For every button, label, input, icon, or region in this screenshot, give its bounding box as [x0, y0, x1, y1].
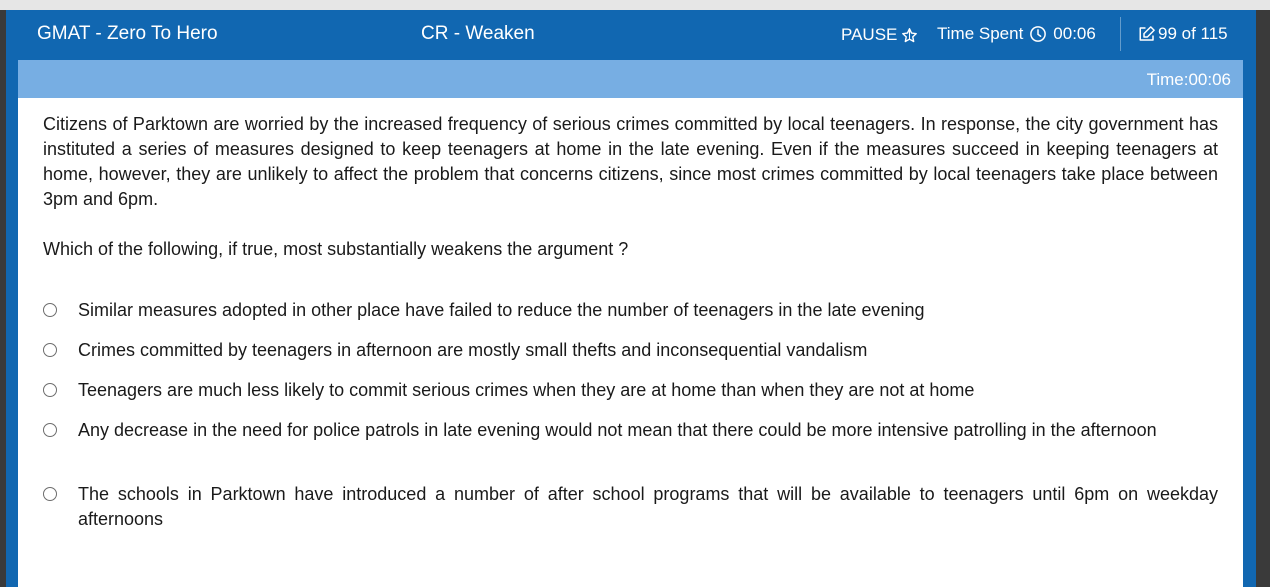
radio-button[interactable]	[43, 423, 57, 437]
pause-button[interactable]	[841, 25, 918, 45]
radio-button[interactable]	[43, 487, 57, 501]
radio-button[interactable]	[43, 343, 57, 357]
time-spent	[937, 24, 1096, 44]
question-stem: Which of the following, if true, most substantially weakens the argument ?	[43, 239, 629, 259]
question-panel	[18, 98, 1243, 587]
header-bar	[6, 10, 1256, 60]
answer-option-text[interactable]: Any decrease in the need for police patrols in late evening would not mean that there could be more intensive patrolling in the afternoon	[78, 420, 1157, 440]
question-progress[interactable]	[1138, 24, 1228, 44]
answer-option-text[interactable]: Similar measures adopted in other place have failed to reduce the number of teenagers in the late evening	[78, 300, 925, 320]
browser-top-strip	[0, 0, 1270, 10]
answer-option-text[interactable]: The schools in Parktown have introduced a number of after school programs that will be available to teenagers until 6pm on weekday afternoons	[78, 484, 1218, 529]
passage-text: Citizens of Parktown are worried by the increased frequency of serious crimes committed by local teenagers. In response, the city government has instituted a series of measures designed to keep teenagers at home in the late evening. Even if the measures succeed in keeping teenagers at home, however, they are unlikely to affect the problem that concerns citizens, since most crimes committed by local teenagers take place between 3pm and 6pm.	[43, 114, 1218, 209]
answer-option-text[interactable]: Crimes committed by teenagers in afternoon are mostly small thefts and inconsequential vandalism	[78, 340, 868, 360]
app-title: GMAT - Zero To Hero	[37, 23, 218, 44]
header-divider	[1120, 17, 1121, 51]
section-title: CR - Weaken	[421, 23, 535, 44]
time-spent-label: Time Spent	[937, 24, 1024, 43]
radio-button[interactable]	[43, 303, 57, 317]
pause-label: PAUSE	[841, 25, 898, 44]
test-window	[6, 10, 1256, 587]
timer-bar	[18, 60, 1243, 98]
answer-option-text[interactable]: Teenagers are much less likely to commit serious crimes when they are at home than when they are not at home	[78, 380, 975, 400]
star-bookmark-icon[interactable]	[901, 27, 918, 44]
edit-note-icon[interactable]	[1138, 25, 1156, 43]
question-timer: Time:00:06	[1146, 70, 1231, 89]
radio-button[interactable]	[43, 383, 57, 397]
progress-text: 99 of 115	[1158, 24, 1228, 43]
time-spent-value: 00:06	[1053, 24, 1096, 43]
clock-icon	[1029, 25, 1047, 43]
